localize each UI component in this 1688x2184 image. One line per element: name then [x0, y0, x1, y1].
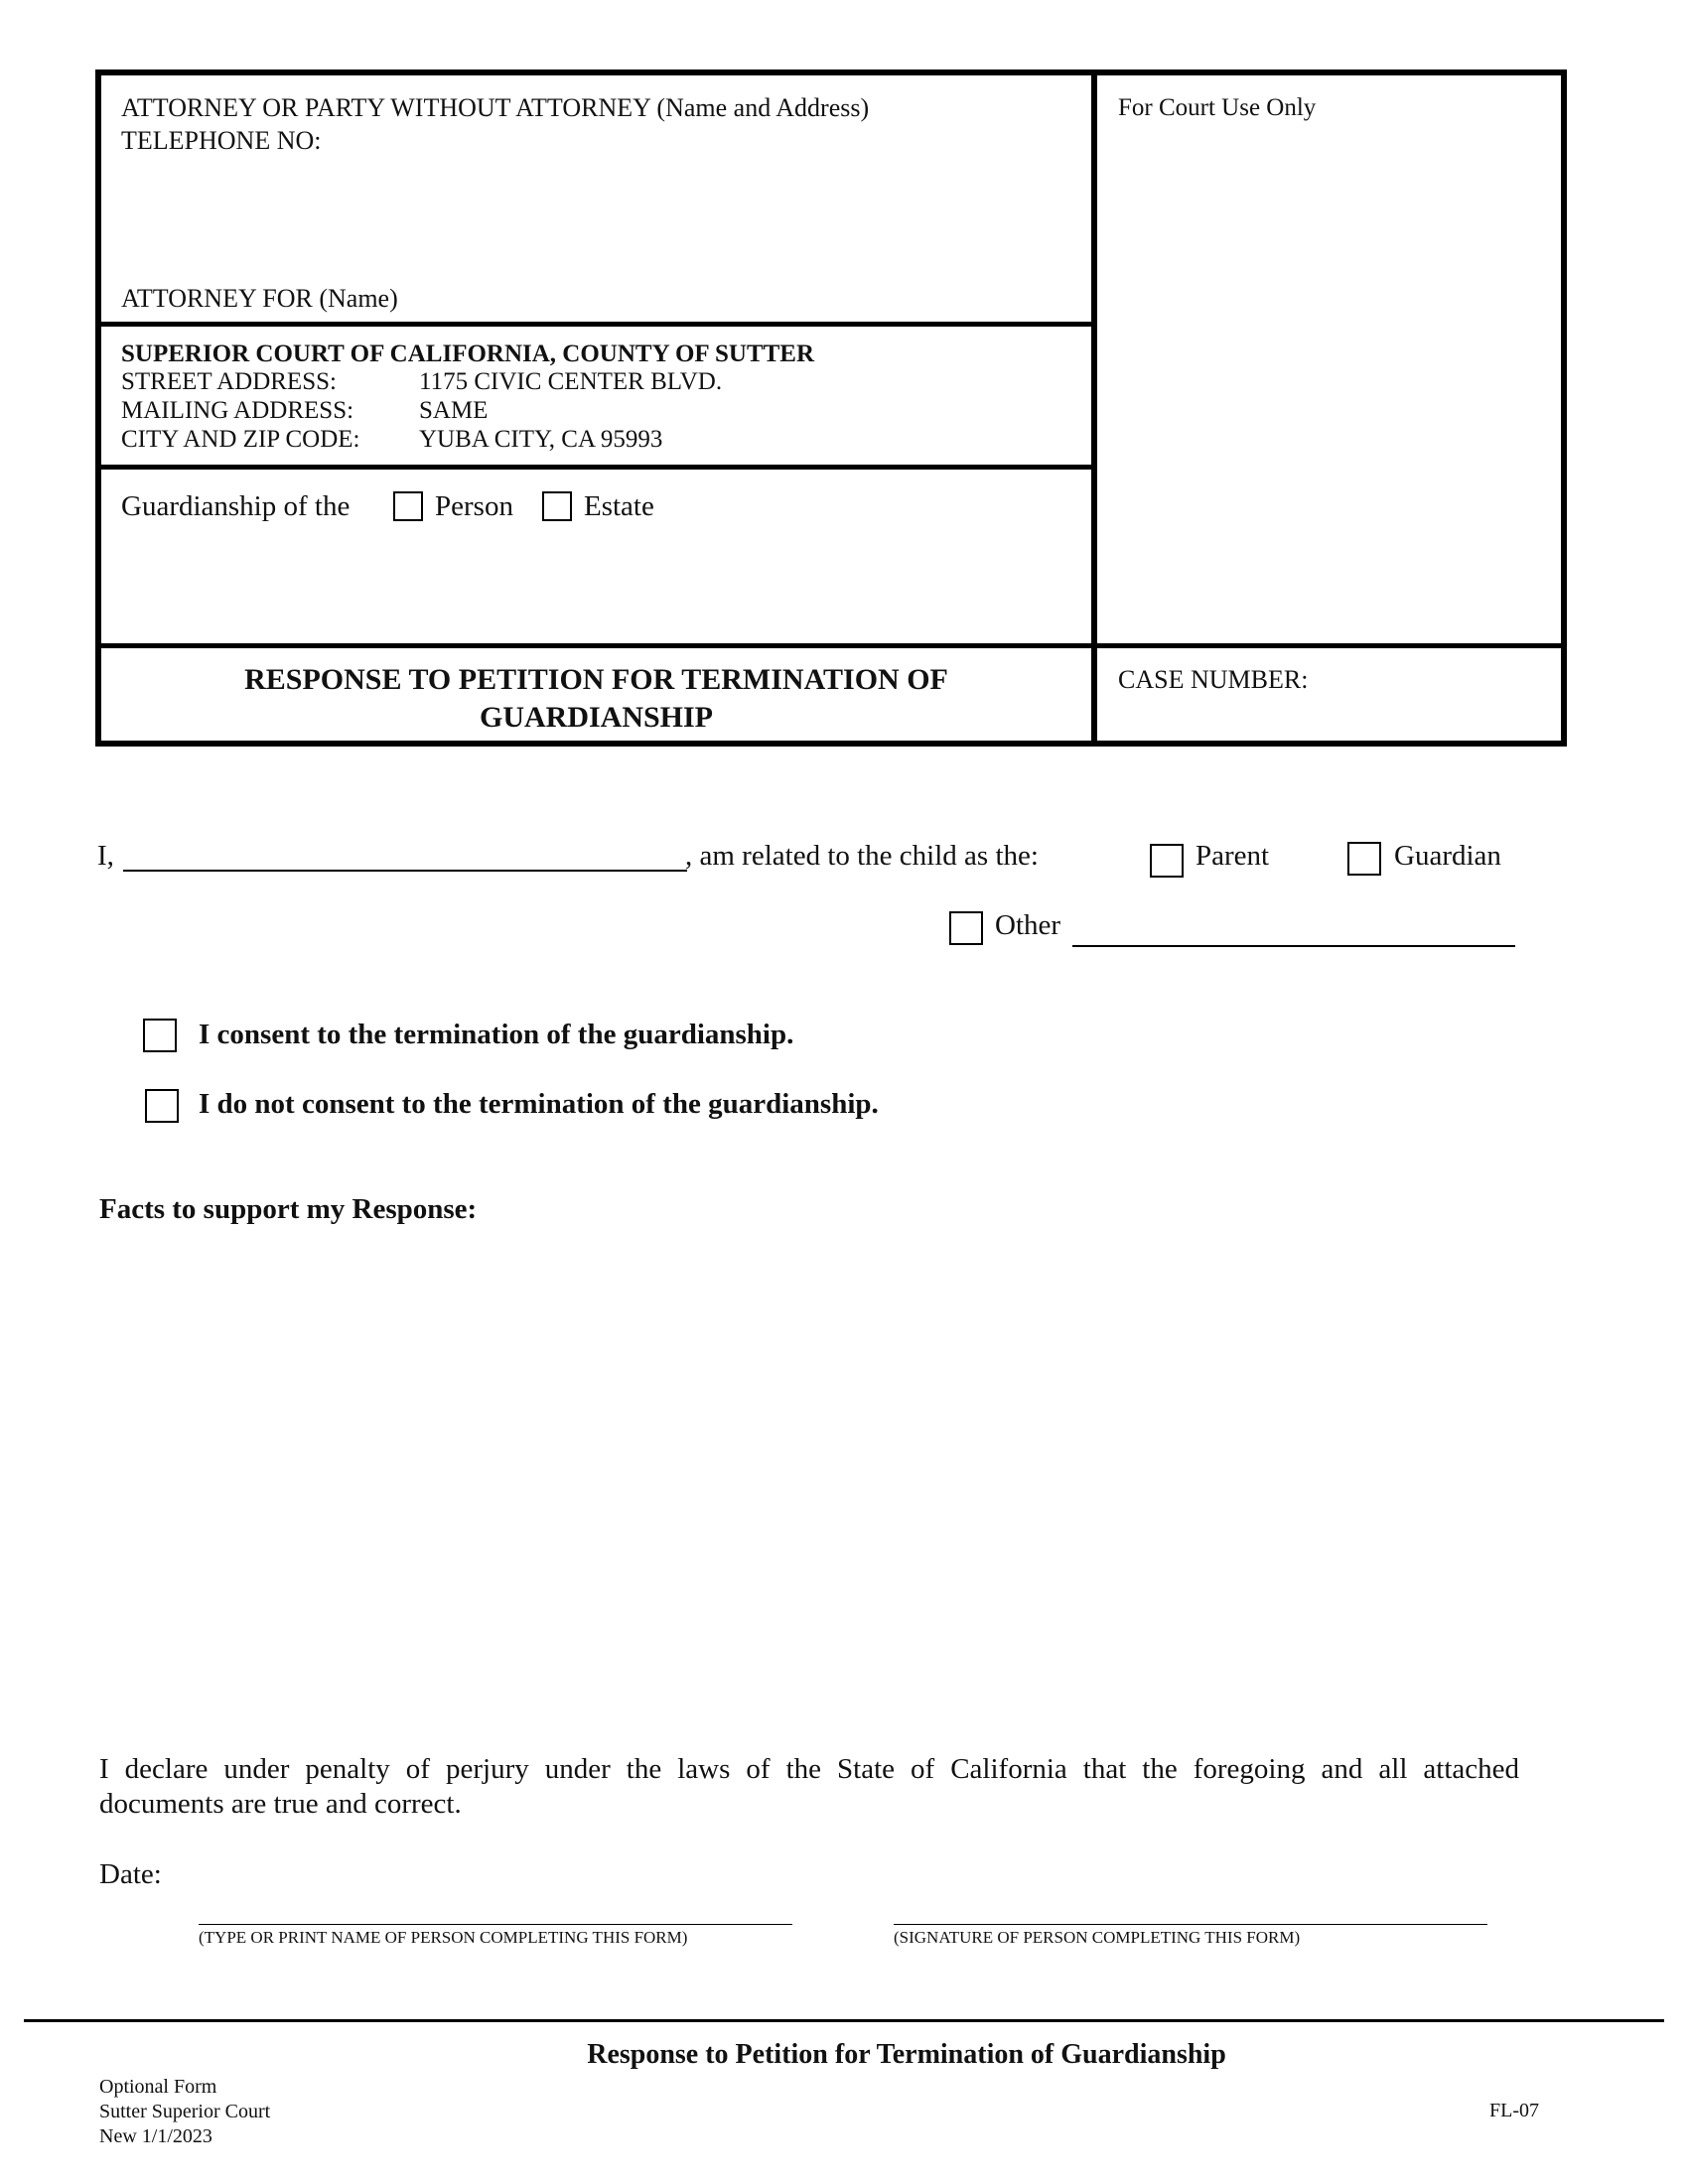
footer-revision-date: New 1/1/2023	[99, 2125, 212, 2147]
footer-form-id: FL-07	[1489, 2100, 1539, 2121]
header-divider-court	[101, 465, 1091, 470]
facts-label: Facts to support my Response:	[99, 1193, 478, 1225]
court-name: SUPERIOR COURT OF CALIFORNIA, COUNTY OF SUTTER	[121, 341, 815, 367]
signature-line[interactable]	[894, 1924, 1487, 1925]
declaration-line-1: I declare under penalty of perjury under the laws of the State of California that the foregoing and all attached	[99, 1753, 1519, 1785]
parent-checkbox[interactable]	[1150, 844, 1184, 878]
other-relation-line[interactable]	[1072, 945, 1515, 947]
printed-name-line[interactable]	[199, 1924, 792, 1925]
case-number-label: CASE NUMBER:	[1118, 665, 1309, 694]
parent-label: Parent	[1196, 840, 1270, 872]
person-checkbox[interactable]	[393, 491, 423, 521]
city-zip-label: CITY AND ZIP CODE:	[121, 426, 360, 453]
street-address-value: 1175 CIVIC CENTER BLVD.	[419, 368, 723, 395]
attorney-for-label: ATTORNEY FOR (Name)	[121, 284, 398, 313]
mailing-address-label: MAILING ADDRESS:	[121, 397, 354, 424]
person-label: Person	[435, 490, 513, 522]
consent-label: I consent to the termination of the guardianship.	[199, 1019, 794, 1050]
no-consent-checkbox[interactable]	[145, 1089, 179, 1123]
footer-title: Response to Petition for Termination of Guardianship	[587, 2039, 1226, 2070]
facts-response-area[interactable]	[99, 1241, 1519, 1717]
header-column-divider	[1091, 75, 1097, 741]
street-address-label: STREET ADDRESS:	[121, 368, 337, 395]
signature-caption: (SIGNATURE OF PERSON COMPLETING THIS FORM)	[894, 1928, 1301, 1947]
consent-checkbox[interactable]	[143, 1019, 177, 1052]
header-divider-attorney	[101, 322, 1091, 327]
printed-name-caption: (TYPE OR PRINT NAME OF PERSON COMPLETING THIS FORM)	[199, 1928, 688, 1947]
declaration-line-2: documents are true and correct.	[99, 1788, 462, 1820]
relation-prefix: I,	[97, 840, 114, 872]
footer-rule	[24, 2019, 1664, 2022]
no-consent-label: I do not consent to the termination of the guardianship.	[199, 1088, 879, 1120]
other-checkbox[interactable]	[949, 911, 983, 945]
attorney-label: ATTORNEY OR PARTY WITHOUT ATTORNEY (Name and Address)	[121, 93, 870, 122]
footer-optional-form: Optional Form	[99, 2076, 217, 2098]
date-label: Date:	[99, 1858, 162, 1890]
form-title-line-2: GUARDIANSHIP	[479, 701, 714, 734]
city-zip-value: YUBA CITY, CA 95993	[419, 426, 663, 453]
relation-text: , am related to the child as the:	[685, 840, 1039, 872]
other-label: Other	[995, 909, 1061, 941]
court-use-label: For Court Use Only	[1118, 94, 1317, 121]
form-title-line-1: RESPONSE TO PETITION FOR TERMINATION OF	[244, 663, 948, 696]
estate-label: Estate	[584, 490, 654, 522]
respondent-name-line[interactable]	[123, 870, 687, 872]
header-divider-title	[101, 643, 1561, 648]
guardianship-label: Guardianship of the	[121, 490, 351, 522]
guardian-label: Guardian	[1394, 840, 1501, 872]
estate-checkbox[interactable]	[542, 491, 572, 521]
telephone-label: TELEPHONE NO:	[121, 126, 322, 155]
guardian-checkbox[interactable]	[1347, 842, 1381, 876]
mailing-address-value: SAME	[419, 397, 489, 424]
caption-header-box	[95, 69, 1567, 747]
footer-court: Sutter Superior Court	[99, 2101, 271, 2122]
